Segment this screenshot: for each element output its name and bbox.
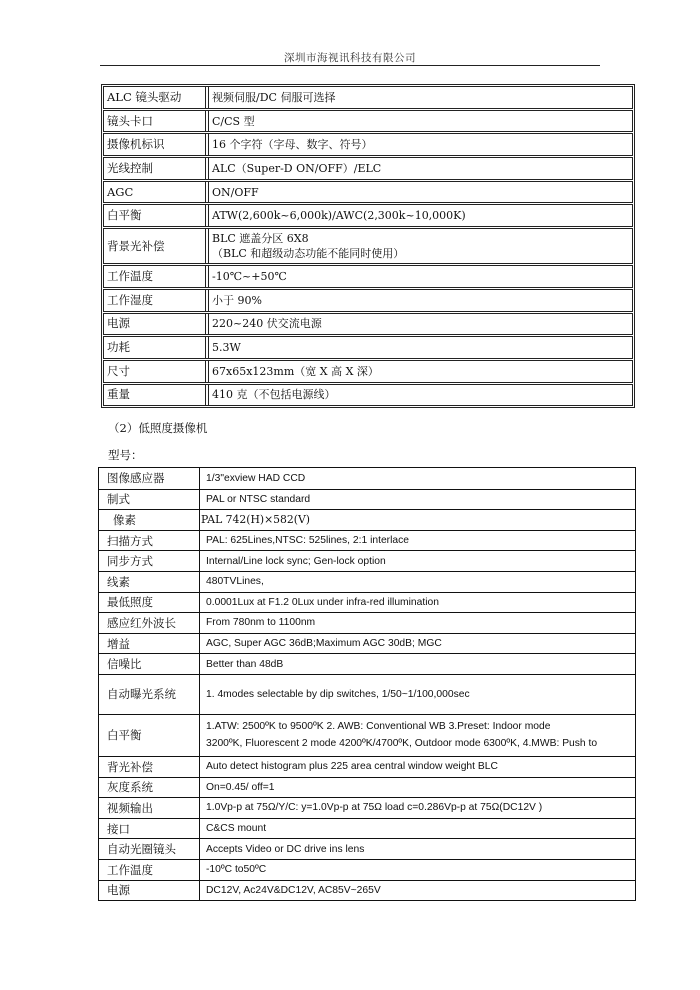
value-line: AGC, Super AGC 36dB;Maximum AGC 30dB; MGC <box>206 638 442 650</box>
value-line: DC12V, Ac24V&DC12V, AC85V~265V <box>206 884 381 896</box>
value-line: 16 个字符（字母、数字、符号） <box>212 138 373 152</box>
row-label: 同步方式 <box>99 551 200 571</box>
value-line: Internal/Line lock sync; Gen-lock option <box>206 555 386 567</box>
value-line: PAL: 625Lines,NTSC: 525lines, 2:1 interlace <box>206 535 410 547</box>
table-row <box>99 859 635 880</box>
row-value <box>200 798 635 818</box>
table-row <box>103 289 633 312</box>
table-row <box>99 489 635 510</box>
value-line: 1/3"exview HAD CCD <box>206 472 306 484</box>
row-value <box>200 551 635 571</box>
spec-table-2 <box>98 467 636 901</box>
row-value <box>200 819 635 839</box>
row-label: 增益 <box>99 634 200 654</box>
row-value <box>200 757 635 777</box>
value-line: 1. 4modes selectable by dip switches, 1/50~1/100,000sec <box>206 688 470 700</box>
row-label: 背光补偿 <box>99 757 200 777</box>
spec-table-1 <box>101 84 635 408</box>
value-line: ON/OFF <box>212 185 259 199</box>
row-value <box>200 654 635 674</box>
row-value <box>208 134 632 155</box>
row-label: 镜头卡口 <box>104 111 206 132</box>
row-value <box>200 468 635 489</box>
section-title: （2）低照度摄像机 <box>108 421 208 435</box>
row-label: 像素 <box>99 510 200 530</box>
value-line: C&CS mount <box>206 823 267 835</box>
row-value <box>208 111 632 132</box>
row-value <box>200 490 635 510</box>
value-line: From 780nm to 1100nm <box>206 617 316 629</box>
table-row <box>99 818 635 839</box>
value-line: 410 克（不包括电源线） <box>212 388 336 402</box>
table-row <box>99 653 635 674</box>
table-row <box>99 674 635 714</box>
row-label: 灰度系统 <box>99 778 200 798</box>
row-label: 线素 <box>99 572 200 592</box>
header-rule <box>100 65 600 66</box>
row-label: AGC <box>104 182 206 203</box>
row-value <box>208 182 632 203</box>
table-row <box>103 336 633 359</box>
table-row <box>99 550 635 571</box>
table-row <box>99 838 635 859</box>
value-line: Auto detect histogram plus 225 area central window weight BLC <box>206 761 498 773</box>
table-row <box>103 204 633 227</box>
row-label: 工作温度 <box>104 266 206 287</box>
row-value <box>208 290 632 311</box>
row-value <box>208 205 632 226</box>
table-row <box>103 360 633 383</box>
table-row <box>99 777 635 798</box>
row-label: 工作温度 <box>99 860 200 880</box>
table-row <box>103 313 633 336</box>
row-value <box>200 778 635 798</box>
table-row <box>99 509 635 530</box>
value-line: Better than 48dB <box>206 658 284 670</box>
row-label: 重量 <box>104 385 206 406</box>
row-value <box>208 314 632 335</box>
table-row <box>99 612 635 633</box>
row-label: 图像感应器 <box>99 468 200 489</box>
row-value <box>208 229 632 263</box>
row-label: 接口 <box>99 819 200 839</box>
row-value <box>200 613 635 633</box>
table-row <box>103 265 633 288</box>
row-label: 最低照度 <box>99 593 200 613</box>
value-line: 220~240 伏交流电源 <box>212 317 322 331</box>
table-row <box>99 880 635 901</box>
row-label: 自动曝光系统 <box>99 675 200 714</box>
value-line: On=0.45/ off=1 <box>206 781 275 793</box>
row-value <box>200 881 635 901</box>
value-line: ALC（Super-D ON/OFF）/ELC <box>212 161 382 175</box>
row-label: 白平衡 <box>104 205 206 226</box>
value-line: -10℃~+50℃ <box>212 269 287 283</box>
value-line: -10ºC to50ºC <box>206 864 267 876</box>
page-header-company: 深圳市海视讯科技有限公司 <box>284 52 416 64</box>
row-label: 尺寸 <box>104 361 206 382</box>
value-line: 1.0Vp-p at 75Ω/Y/C: y=1.0Vp-p at 75Ω load c=0.286Vp-p at 75Ω(DC12V ) <box>206 802 543 814</box>
row-label: 工作湿度 <box>104 290 206 311</box>
row-value <box>208 385 632 406</box>
table-row <box>99 530 635 551</box>
table-row <box>99 714 635 756</box>
row-value <box>200 572 635 592</box>
table-row <box>103 86 633 109</box>
value-line: 视频伺服/DC 伺服可选择 <box>212 90 336 104</box>
row-label: 光线控制 <box>104 158 206 179</box>
row-value <box>200 860 635 880</box>
row-value <box>208 158 632 179</box>
row-value <box>208 337 632 358</box>
value-line: 1.ATW: 2500ºK to 9500ºK 2. AWB: Conventional WB 3.Preset: Indoor mode <box>206 721 551 733</box>
value-line: ATW(2,600k~6,000k)/AWC(2,300k~10,000K) <box>212 209 466 223</box>
row-label: 背景光补偿 <box>104 229 206 263</box>
row-value <box>200 675 635 714</box>
table-row <box>99 756 635 777</box>
table-row <box>103 384 633 407</box>
row-label: 扫描方式 <box>99 531 200 551</box>
row-label: 感应红外波长 <box>99 613 200 633</box>
row-label: 视频输出 <box>99 798 200 818</box>
row-label: 制式 <box>99 490 200 510</box>
row-value <box>200 839 635 859</box>
table-row <box>99 633 635 654</box>
value-line: 3200ºK, Fluorescent 2 mode 4200ºK/4700ºK, Outdoor mode 6300ºK, 4.MWB: Push to <box>206 738 598 750</box>
row-value <box>200 510 635 530</box>
value-line: Accepts Video or DC drive ins lens <box>206 843 365 855</box>
row-label: 信噪比 <box>99 654 200 674</box>
value-line: 480TVLines, <box>206 576 264 588</box>
value-line: C/CS 型 <box>212 114 255 128</box>
row-label: 自动光圈镜头 <box>99 839 200 859</box>
table-row <box>99 571 635 592</box>
table-row <box>99 468 635 489</box>
value-line: 5.3W <box>212 341 241 355</box>
value-line: 0.0001Lux at F1.2 0Lux under infra-red illumination <box>206 596 439 608</box>
table-row <box>103 110 633 133</box>
table-row <box>99 592 635 613</box>
value-line: （BLC 和超级动态功能不能同时使用） <box>212 247 405 261</box>
value-line: BLC 遮盖分区 6X8 <box>212 232 309 246</box>
table-row <box>103 157 633 180</box>
model-label: 型号： <box>108 448 143 462</box>
row-label: ALC 镜头驱动 <box>104 87 206 108</box>
value-line: PAL or NTSC standard <box>206 493 311 505</box>
row-label: 功耗 <box>104 337 206 358</box>
row-label: 电源 <box>104 314 206 335</box>
row-value <box>200 634 635 654</box>
table-row <box>103 133 633 156</box>
row-label: 电源 <box>99 881 200 901</box>
row-value <box>208 266 632 287</box>
value-line: 小于 90% <box>212 293 262 307</box>
value-line: 67x65x123mm（宽 X 高 X 深） <box>212 364 379 378</box>
row-label: 摄像机标识 <box>104 134 206 155</box>
value-line: PAL 742(H)×582(V) <box>201 513 310 527</box>
row-label: 白平衡 <box>99 715 200 756</box>
table-row <box>103 181 633 204</box>
row-value <box>208 87 632 108</box>
table-row <box>103 228 633 264</box>
row-value <box>208 361 632 382</box>
row-value <box>200 593 635 613</box>
table-row <box>99 797 635 818</box>
row-value <box>200 531 635 551</box>
row-value <box>200 715 635 756</box>
